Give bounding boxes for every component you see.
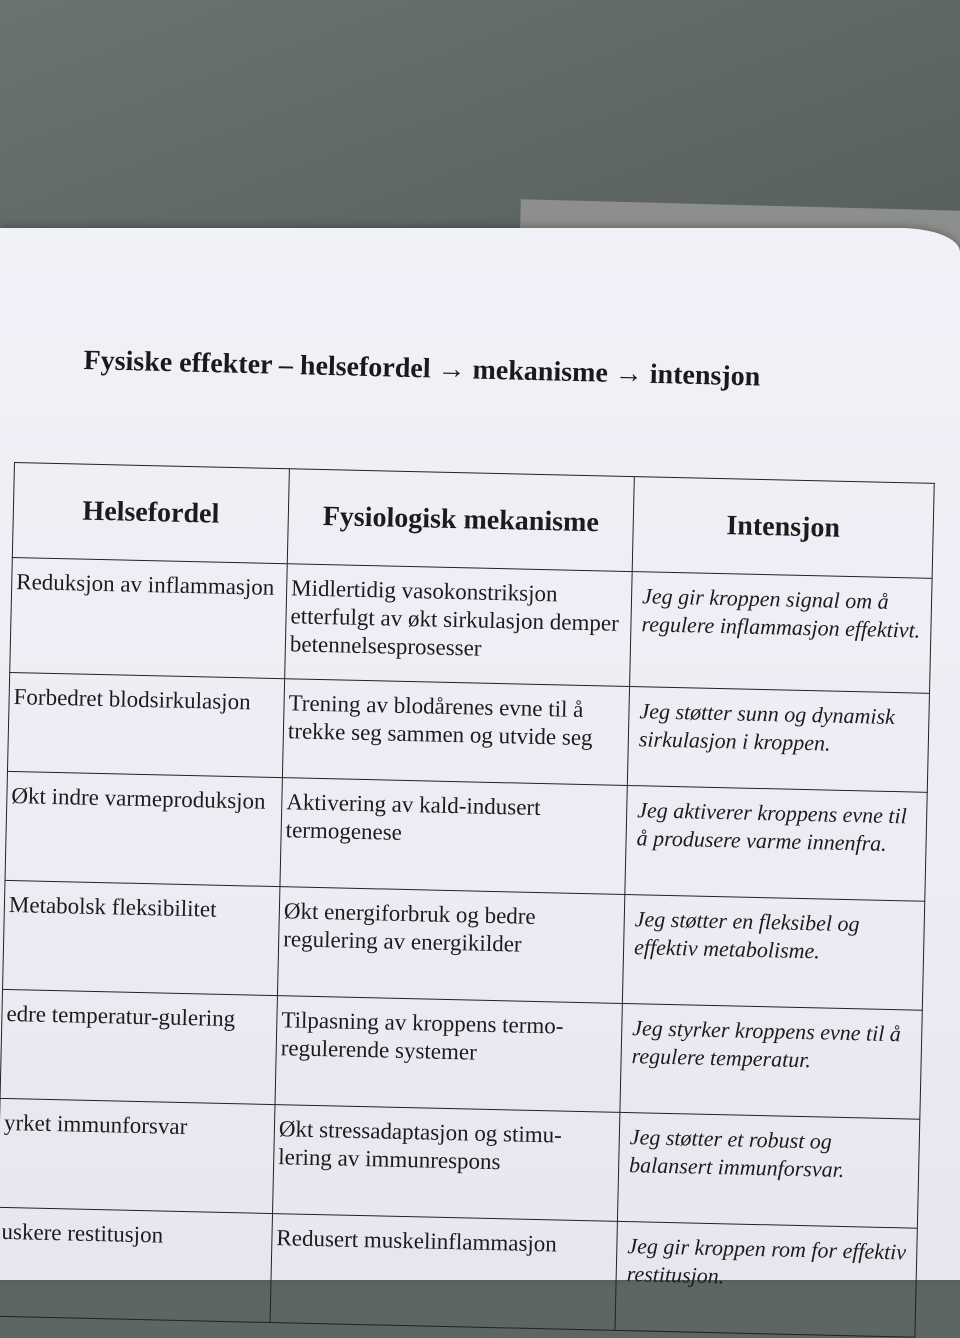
benefit-cell: uskere restitusjon <box>0 1207 273 1322</box>
effects-table-container <box>0 462 935 1338</box>
table-row <box>10 557 932 693</box>
intention-cell: Jeg støtter et robust og balansert immunforsvar. <box>617 1112 919 1228</box>
table-row <box>0 989 922 1119</box>
intention-cell: Jeg aktiverer kroppens evne til å produsere varme innenfra. <box>625 785 927 901</box>
benefit-cell: Reduksjon av inflammasjon <box>10 557 288 678</box>
intention-cell: Jeg styrker kroppens evne til å regulere temperatur. <box>620 1003 922 1119</box>
mechanism-cell: Midlertidig vasokonstriksjon etterfulgt av økt sirkulasjon demper betennelsesprosesser <box>285 564 633 687</box>
header-mechanism: Fysiologisk mekanisme <box>287 469 634 572</box>
table-row <box>3 880 925 1010</box>
header-benefit: Helsefordel <box>12 463 289 564</box>
intention-cell: Jeg gir kroppen rom for effektiv restitusjon. <box>615 1221 917 1337</box>
mechanism-cell: Redusert muskelinflammasjon <box>270 1214 617 1331</box>
header-intention: Intensjon <box>632 477 934 579</box>
mechanism-cell: Aktivering av kald-indusert termogenese <box>280 778 627 895</box>
intention-cell: Jeg gir kroppen signal om å regulere inflammasjon effektivt. <box>630 572 933 694</box>
mechanism-cell: Trening av blodårenes evne til å trekke seg sammen og utvide seg <box>282 679 629 786</box>
page-title: Fysiske effekter – helsefordel → mekanisme → intensjon <box>83 345 761 393</box>
mechanism-cell: Tilpasning av kroppens termo-regulerende systemer <box>275 996 622 1113</box>
intention-cell: Jeg støtter en fleksibel og effektiv metabolisme. <box>622 894 924 1010</box>
intention-cell: Jeg støtter sunn og dynamisk sirkulasjon i kroppen. <box>627 687 929 793</box>
benefit-cell: yrket immunforsvar <box>0 1098 275 1213</box>
mechanism-cell: Økt stressadaptasjon og stimu-lering av immunrespons <box>273 1105 620 1222</box>
benefit-cell: Metabolsk fleksibilitet <box>3 880 280 995</box>
mechanism-cell: Økt energiforbruk og bedre regulering av energikilder <box>277 887 624 1004</box>
benefit-cell: Økt indre varmeproduksjon <box>5 771 282 886</box>
table-row <box>5 771 927 901</box>
benefit-cell: edre temperatur-gulering <box>0 989 277 1104</box>
benefit-cell: Forbedret blodsirkulasjon <box>7 672 284 777</box>
table-row <box>0 1207 917 1337</box>
effects-table <box>0 462 935 1338</box>
table-row <box>0 1098 920 1228</box>
